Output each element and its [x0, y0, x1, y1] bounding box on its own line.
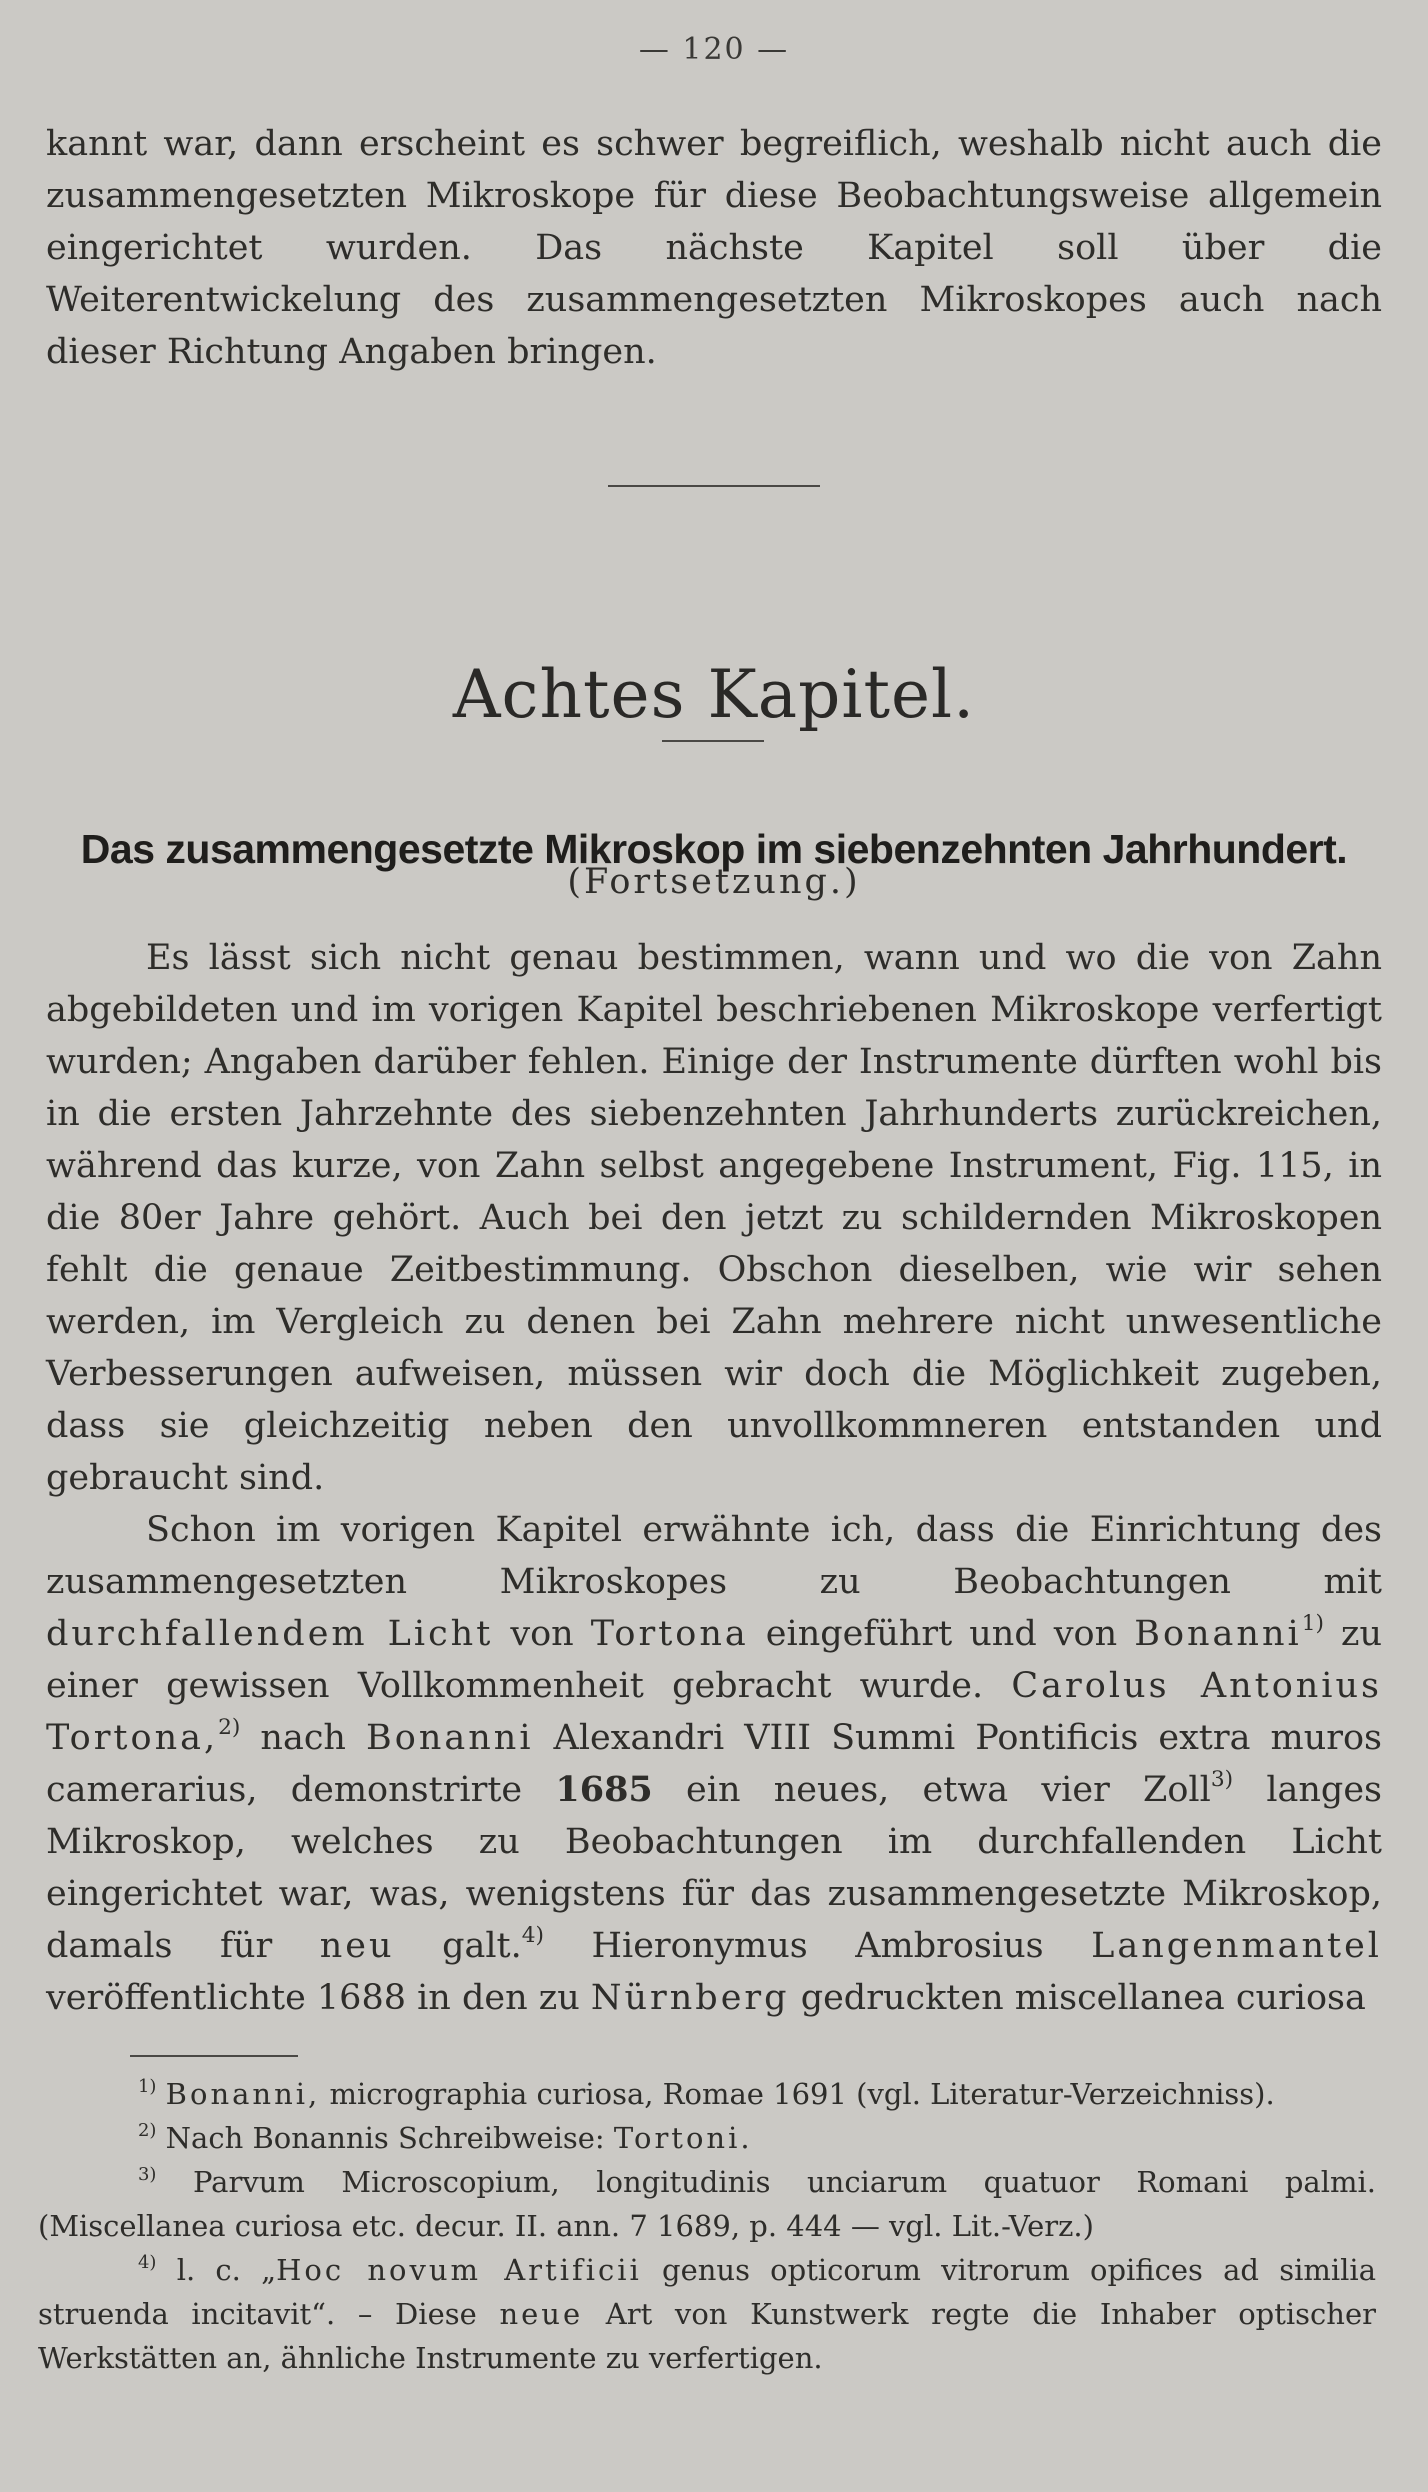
paragraph-2-text: ein neues, etwa vier Zoll	[652, 1770, 1211, 1810]
paragraph-2-text: zu einer gewissen Vollkommenheit gebracht wurde.	[46, 1614, 1382, 1706]
intro-paragraph	[46, 118, 1382, 378]
person-name: Bonanni	[366, 1718, 534, 1758]
footnote-text: Parvum Microscopium, longitudinis unciarum quatuor Romani palmi. (Miscellanea curiosa etc. decur. II. ann. 7 1689, p. 444 — vgl. Lit.-Verz.)	[38, 2165, 1376, 2243]
paragraph-2-text: langes Mikroskop, welches zu Beobachtungen im durchfallenden Licht eingerichtet war, was, wenigstens für das zusammengesetzte Mikroskop, damals für	[46, 1770, 1382, 1966]
footnote-author: Bonanni,	[165, 2077, 321, 2111]
paragraph-2-text: veröffentlichte 1688 in den zu	[46, 1978, 591, 2018]
paragraph-1: Es lässt sich nicht genau bestimmen, wann und wo die von Zahn abgebildeten und im vorigen Kapitel beschriebenen Mikroskope verfertigt wurden; Angaben darüber fehlen. Einige der Instrumente dürften wohl bis in die ersten Jahrzehnte des siebenzehnten Jahrhunderts zurückreichen, während das kurze, von Zahn selbst angegebene Instrument, Fig. 115, in die 80er Jahre gehört. Auch bei den jetzt zu schildernden Mikroskopen fehlt die genaue Zeitbestimmung. Obschon dieselben, wie wir sehen werden, im Vergleich zu denen bei Zahn mehrere nicht unwesentliche Verbesserungen aufweisen, müssen wir doch die Möglichkeit zugeben, dass sie gleichzeitig neben den unvollkommneren entstanden und gebraucht sind.	[46, 938, 1382, 1498]
footnote-separator	[130, 2055, 298, 2057]
section-title: Das zusammengesetzte Mikroskop im siebenzehnten Jahrhundert.	[80, 826, 1348, 873]
footnote-marker: 3)	[138, 2163, 157, 2185]
footnote-reference: 3)	[1210, 1767, 1234, 1793]
footnote-reference: 1)	[1301, 1611, 1324, 1637]
paragraph-2	[46, 1504, 1382, 2024]
footnote-reference: 4)	[521, 1923, 544, 1949]
paragraph-2-text: Alexandri VIII Summi Pontificis extra muros camerarius, demonstrirte	[46, 1718, 1383, 1810]
spaced-term: durchfallendem Licht	[46, 1614, 494, 1654]
footnote-spaced: Hoc novum Artificii	[276, 2253, 642, 2287]
footnote-spaced: Tortoni.	[613, 2121, 753, 2155]
spaced-term: neu	[319, 1926, 395, 1966]
footnote-text: Art von Kunstwerk regte die Inhaber optischer Werkstätten an, ähnliche Instrumente zu verfertigen.	[38, 2297, 1377, 2375]
footnotes	[38, 2072, 1376, 2380]
footnote-4	[38, 2248, 1376, 2380]
footnote-text: l. c. „	[176, 2253, 277, 2287]
year-bold: 1685	[555, 1769, 653, 1810]
footnote-reference: 2)	[218, 1715, 241, 1741]
paragraph-2-text: nach	[240, 1718, 367, 1758]
person-name: Langenmantel	[1091, 1926, 1382, 1966]
footnote-text: genus opticorum vitrorum opifices ad similia struenda incitavit“. – Diese	[38, 2253, 1376, 2331]
paragraph-2-text: Schon im vorigen Kapitel erwähnte ich, dass die Einrichtung des zusammengesetzten Mikroskopes zu Beobachtungen mit	[46, 1510, 1382, 1602]
footnote-3	[38, 2160, 1376, 2248]
chapter-title: Achtes Kapitel.	[452, 656, 976, 734]
footnote-marker: 1)	[138, 2075, 157, 2097]
paragraph-2-text: eingeführt und von	[748, 1614, 1135, 1654]
footnote-spaced: neue	[499, 2297, 584, 2331]
section-subtitle: (Fortsetzung.)	[567, 862, 861, 902]
footnote-text: micrographia curiosa, Romae 1691 (vgl. Literatur-Verzeichniss).	[320, 2077, 1275, 2111]
section-divider	[608, 485, 820, 487]
intro-paragraph-text: kannt war, dann erscheint es schwer begreiflich, weshalb nicht auch die zusammengesetzten Mikroskope für diese Beobachtungsweise allgemein eingerichtet wurden. Das nächste Kapitel soll über die Weiterentwickelung des zusammengesetzten Mikroskopes auch nach dieser Richtung Angaben bringen.	[46, 124, 1382, 372]
person-name: Bonanni	[1134, 1614, 1302, 1654]
footnote-1	[38, 2072, 1376, 2116]
paragraph-2-text: Hieronymus Ambrosius	[543, 1926, 1092, 1966]
paragraph-2-text: gedruckten miscellanea curiosa	[789, 1978, 1366, 2018]
footnote-marker: 2)	[138, 2119, 157, 2141]
page-number: — 120 —	[638, 32, 790, 67]
place-name: Nürnberg	[590, 1978, 790, 2018]
footnote-2	[38, 2116, 1376, 2160]
person-name: Carolus Antonius Tortona,	[46, 1666, 1383, 1758]
chapter-title-rule	[662, 740, 764, 742]
paragraph-2-text: von	[493, 1614, 591, 1654]
footnote-text: Nach Bonannis Schreibweise:	[165, 2121, 614, 2155]
person-name: Tortona	[590, 1614, 749, 1654]
footnote-marker: 4)	[138, 2251, 157, 2273]
main-text	[46, 932, 1382, 2024]
paragraph-2-text: galt.	[394, 1926, 522, 1966]
